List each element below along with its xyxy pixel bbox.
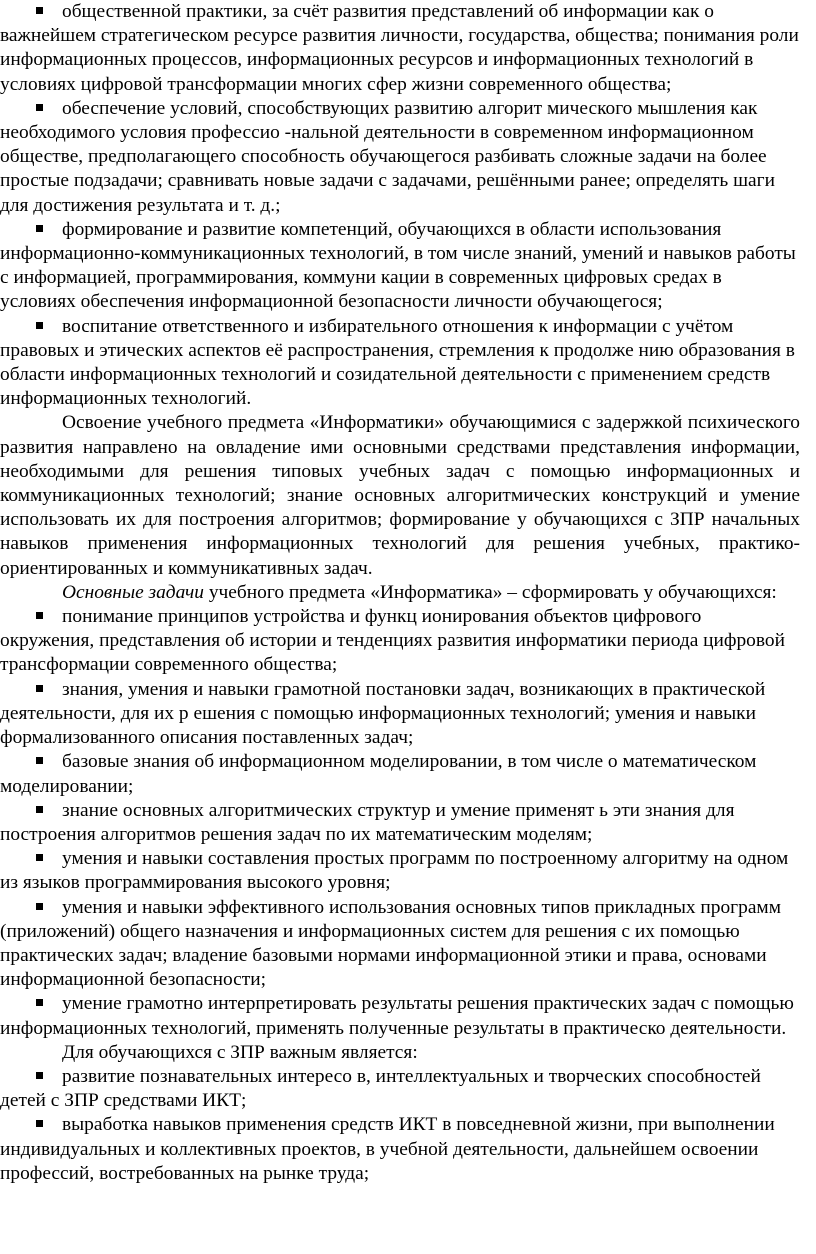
bullet-item: знание основных алгоритмических структур и умение применят ь эти знания для построения алгоритмов решения задач по их математическим моделям; xyxy=(0,799,735,845)
bullet-item: умение грамотно интерпретировать результаты решения практических задач с помощью информационных технологий, применять полученные результаты в практическо деятельности. xyxy=(0,993,794,1039)
bullet-item: понимание принципов устройства и функц ионирования объектов цифрового окружения, представления об истории и тенденциях развития информатики периода цифровой трансформации современного общества; xyxy=(0,606,785,676)
bullet-item: формирование и развитие компетенций, обучающихся в области использования информационно-коммуникационных технологий, в том числе знаний, умений и навыков работы с информацией, программирования, коммуни кации в современных цифровых средах в условиях обеспечения информационной безопасности личности обучающегося; xyxy=(0,218,796,313)
bullet-item: обеспечение условий, способствующих развитию алгорит мического мышления как необходимого условия профессио -нальной деятельности в современном информационном обществе, предполагающего способность обучающегося разбивать сложные задачи на более простые подзадачи; сравнивать новые задачи с задачами, решёнными ранее; определять шаги для достижения результата и т. д.; xyxy=(0,97,775,216)
bullet-item: умения и навыки составления простых программ по построенному алгоритму на одном из языков программирования высокого уровня; xyxy=(0,848,789,894)
bullet-item: общественной практики, за счёт развития представлений об информации как о важнейшем стратегическом ресурсе развития личности, государства, общества; понимания роли информационных процессов, информационных ресурсов и информационных технологий в условиях цифровой трансформации многих сфер жизни современного общества; xyxy=(0,1,799,95)
paragraph: Для обучающихся с ЗПР важным является: xyxy=(62,1041,418,1063)
emphasis-text: Основные задачи xyxy=(62,581,205,603)
bullet-item: умения и навыки эффективного использования основных типов прикладных программ (приложений) общего назначения и информационных систем для решения с их помощью практических задач; владение базовыми нормами информационной этики и права, основами информационной безопасности; xyxy=(0,896,781,991)
bullet-item: знания, умения и навыки грамотной постановки задач, возникающих в практической деятельности, для их р ешения с помощью информационных технологий; умения и навыки формализованного описания поставленных задач; xyxy=(0,678,766,749)
bullet-item: выработка навыков применения средств ИКТ в повседневной жизни, при выполнении индивидуальных и коллективных проектов, в учебной деятельности, дальнейшем освоении профессий, востребованных на рынке труда; xyxy=(0,1114,775,1184)
bullet-item: базовые знания об информационном моделировании, в том числе о математическом моделировании; xyxy=(0,751,757,797)
bullet-item: воспитание ответственного и избирательного отношения к информации с учётом правовых и этических аспектов её распространения, стремления к продолже нию образования в области информационных технологий и созидательной деятельности с применением средств информационных технологий. xyxy=(0,315,795,410)
paragraph: Освоение учебного предмета «Информатики» обучающимися с задержкой психического развития направлено на овладение ими основными средствами представления информации, необходимыми для решения типовых учебных задач с помощью информационных и коммуникационных технологий; знание основных алгоритмических конструкций и умение использовать их для построения алгоритмов; формирование у обучающихся с ЗПР начальных навыков применения информационных технологий для решения учебных, практико-ориентированных и коммуникативных задач. xyxy=(0,412,800,579)
bullet-item: развитие познавательных интересо в, интеллектуальных и творческих способностей детей с ЗПР средствами ИКТ; xyxy=(0,1065,761,1112)
paragraph: Основные задачи учебного предмета «Информатика» – сформировать у обучающихся: xyxy=(62,581,777,603)
